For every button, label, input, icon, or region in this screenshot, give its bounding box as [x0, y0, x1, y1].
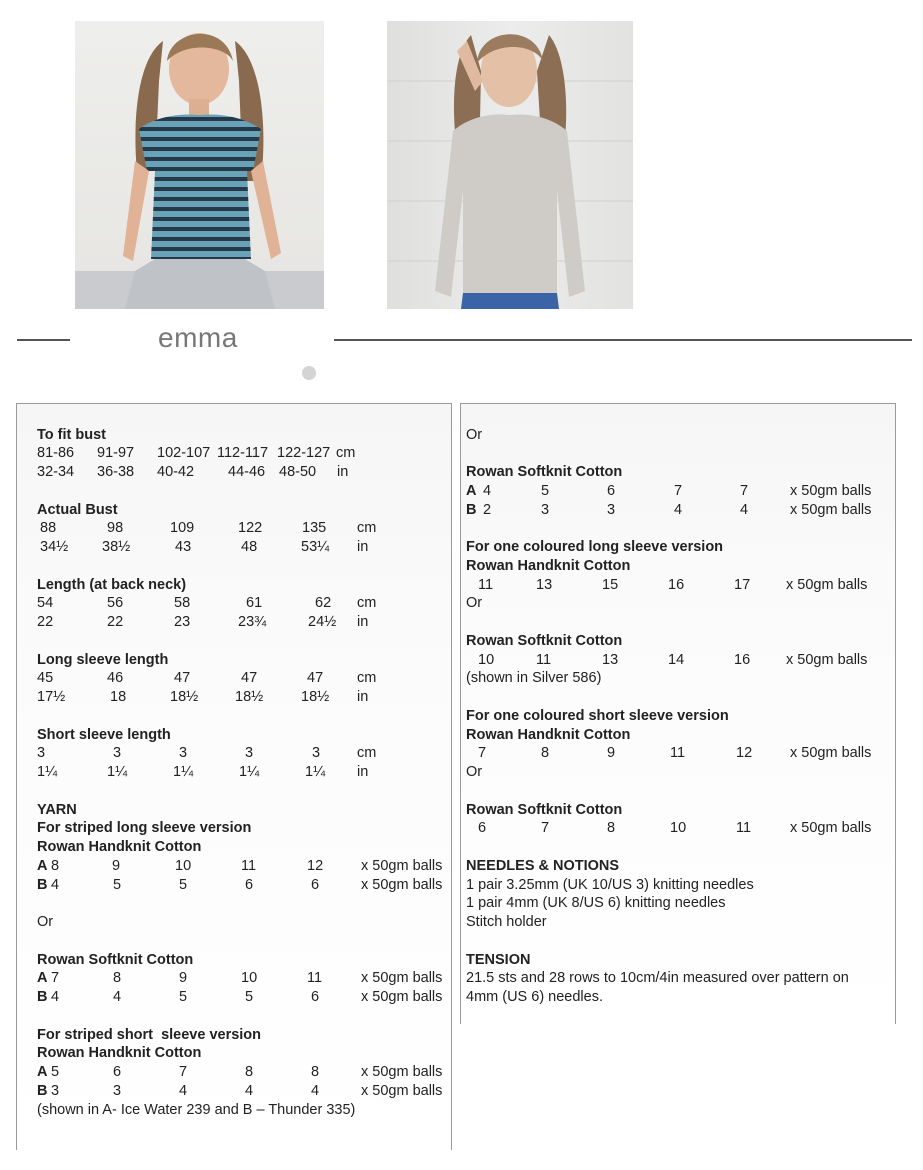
cell: 47 — [174, 670, 191, 686]
cell: 1¼ — [305, 764, 326, 780]
cell: 3 — [541, 502, 550, 518]
cell: 11 — [736, 820, 752, 836]
cell: 15 — [602, 577, 619, 593]
cell: 16 — [668, 577, 685, 593]
cell: 3 — [312, 745, 321, 761]
one-long-handknit-name: Rowan Handknit Cotton — [466, 558, 631, 574]
one-short-heading: For one coloured short sleeve version — [466, 708, 729, 724]
cell: 4 — [51, 989, 60, 1005]
cell: 17½ — [37, 689, 66, 705]
cell: 4 — [113, 989, 122, 1005]
cell: 18½ — [170, 689, 199, 705]
one-short-softknit-name: Rowan Softknit Cotton — [466, 802, 623, 818]
striped-long-heading: For striped long sleeve version — [37, 820, 252, 836]
cell: in — [337, 464, 349, 480]
long-sleeve-heading: Long sleeve length — [37, 652, 169, 668]
cell-unit: x 50gm balls — [361, 1064, 443, 1080]
cell: 1¼ — [239, 764, 260, 780]
cell: 6 — [311, 989, 320, 1005]
title-rule-left — [17, 339, 70, 341]
cell: 8 — [311, 1064, 320, 1080]
cell: 4 — [674, 502, 683, 518]
cell: 7 — [179, 1064, 188, 1080]
cell: 44-46 — [228, 464, 266, 480]
colour-letter: A — [37, 1064, 48, 1080]
cell: cm — [357, 670, 377, 686]
cell: 36-38 — [97, 464, 135, 480]
cell: 32-34 — [37, 464, 75, 480]
cell-unit: x 50gm balls — [786, 652, 868, 668]
cell: 7 — [541, 820, 550, 836]
cell: 8 — [541, 745, 550, 761]
cell: 5 — [245, 989, 254, 1005]
colour-letter: B — [466, 502, 477, 518]
cell: 12 — [307, 858, 324, 874]
cell: 7 — [51, 970, 60, 986]
cell: 5 — [179, 877, 188, 893]
colour-letter: A — [37, 858, 48, 874]
cell: 122 — [238, 520, 263, 536]
cell: 47 — [241, 670, 258, 686]
cell: 17 — [734, 577, 751, 593]
colour-letter: B — [37, 877, 48, 893]
one-long-softknit-name: Rowan Softknit Cotton — [466, 633, 623, 649]
photo-striped-sweater — [75, 21, 324, 309]
cell: 10 — [175, 858, 192, 874]
cell: 40-42 — [157, 464, 195, 480]
cell: 61 — [246, 595, 263, 611]
cell: 6 — [607, 483, 616, 499]
needles-line-2: 1 pair 4mm (UK 8/US 6) knitting needles — [466, 895, 726, 911]
cell-unit: x 50gm balls — [790, 502, 872, 518]
cell: 3 — [607, 502, 616, 518]
cell: 3 — [37, 745, 46, 761]
cell: 9 — [179, 970, 188, 986]
striped-short-shown: (shown in A- Ice Water 239 and B – Thunder 335) — [37, 1102, 356, 1118]
cell: 46 — [107, 670, 124, 686]
cell-unit: x 50gm balls — [361, 989, 443, 1005]
cell: 18½ — [301, 689, 330, 705]
cell: cm — [357, 595, 377, 611]
right-or: Or — [466, 427, 483, 443]
cell: in — [357, 689, 369, 705]
cell-unit: x 50gm balls — [790, 820, 872, 836]
cell: 2 — [483, 502, 492, 518]
cell: 48 — [241, 539, 258, 555]
cell: 4 — [740, 502, 749, 518]
tension-line-1: 21.5 sts and 28 rows to 10cm/4in measured over pattern on — [466, 970, 849, 986]
cell: 9 — [607, 745, 616, 761]
pattern-title: emma — [158, 322, 238, 353]
cell: 135 — [302, 520, 327, 536]
cell: 11 — [307, 970, 323, 986]
cell: 56 — [107, 595, 124, 611]
colour-letter: B — [37, 1083, 48, 1099]
cell: 9 — [112, 858, 121, 874]
tension-line-2: 4mm (US 6) needles. — [466, 989, 603, 1005]
cell: 8 — [245, 1064, 254, 1080]
cell: 23 — [174, 614, 191, 630]
cell: cm — [336, 445, 356, 461]
cell-unit: x 50gm balls — [790, 483, 872, 499]
cell: 47 — [307, 670, 324, 686]
cell: 53¼ — [301, 539, 330, 555]
cell-unit: x 50gm balls — [361, 858, 443, 874]
cell: 11 — [670, 745, 686, 761]
one-long-shown: (shown in Silver 586) — [466, 670, 602, 686]
one-short-handknit-name: Rowan Handknit Cotton — [466, 727, 631, 743]
cell: 10 — [670, 820, 687, 836]
cell: 22 — [107, 614, 124, 630]
cell: 122-127 — [277, 445, 331, 461]
striped-long-or: Or — [37, 914, 54, 930]
cell: 10 — [478, 652, 495, 668]
cell: 24½ — [308, 614, 337, 630]
cell: 8 — [607, 820, 616, 836]
cell: 14 — [668, 652, 685, 668]
cell: 12 — [736, 745, 753, 761]
cell: 4 — [311, 1083, 320, 1099]
cell: 3 — [179, 745, 188, 761]
cell: 3 — [113, 1083, 122, 1099]
striped-short-heading: For striped short sleeve version — [37, 1027, 262, 1043]
cell: 8 — [51, 858, 60, 874]
cell: 88 — [40, 520, 57, 536]
title-rule-right — [334, 339, 912, 341]
cell: 3 — [51, 1083, 60, 1099]
cell: 13 — [602, 652, 619, 668]
cell-unit: x 50gm balls — [361, 970, 443, 986]
one-short-or: Or — [466, 764, 483, 780]
needles-heading: NEEDLES & NOTIONS — [466, 858, 620, 874]
length-heading: Length (at back neck) — [37, 577, 187, 593]
photo-grey-sweater — [387, 21, 633, 309]
fit-bust-heading: To fit bust — [37, 427, 106, 443]
cell: 43 — [175, 539, 192, 555]
cell: 4 — [245, 1083, 254, 1099]
cell: 6 — [113, 1064, 122, 1080]
cell: 98 — [107, 520, 124, 536]
cell: 58 — [174, 595, 191, 611]
cell-unit: x 50gm balls — [790, 745, 872, 761]
cell: 11 — [478, 577, 494, 593]
cell-unit: x 50gm balls — [786, 577, 868, 593]
cell: 34½ — [40, 539, 69, 555]
cell: 102-107 — [157, 445, 211, 461]
cell: 11 — [241, 858, 257, 874]
cell: 5 — [51, 1064, 60, 1080]
tension-heading: TENSION — [466, 952, 531, 968]
cell: 11 — [536, 652, 552, 668]
cell: 45 — [37, 670, 54, 686]
striped-short-handknit-name: Rowan Handknit Cotton — [37, 1045, 202, 1061]
colour-letter: B — [37, 989, 48, 1005]
short-sleeve-heading: Short sleeve length — [37, 727, 171, 743]
cell: 1¼ — [37, 764, 58, 780]
cell: 7 — [478, 745, 487, 761]
cell: 13 — [536, 577, 553, 593]
cell-unit: x 50gm balls — [361, 1083, 443, 1099]
cell: 109 — [170, 520, 195, 536]
striped-long-handknit-name: Rowan Handknit Cotton — [37, 839, 202, 855]
cell: 23¾ — [238, 614, 267, 630]
cell: 5 — [113, 877, 122, 893]
softknit-short-name: Rowan Softknit Cotton — [466, 464, 623, 480]
cell: 18½ — [235, 689, 264, 705]
cell: 112-117 — [217, 445, 269, 461]
yarn-heading: YARN — [37, 802, 77, 818]
cell: 5 — [179, 989, 188, 1005]
cell: 1¼ — [173, 764, 194, 780]
cell: 54 — [37, 595, 54, 611]
cell: 4 — [179, 1083, 188, 1099]
cell: 3 — [245, 745, 254, 761]
cell: 91-97 — [97, 445, 135, 461]
one-long-or: Or — [466, 595, 483, 611]
cell: cm — [357, 520, 377, 536]
cell: 16 — [734, 652, 751, 668]
cell: 81-86 — [37, 445, 75, 461]
cell: cm — [357, 745, 377, 761]
cell: 8 — [113, 970, 122, 986]
cell: 6 — [478, 820, 487, 836]
cell: in — [357, 614, 369, 630]
cell: 6 — [311, 877, 320, 893]
actual-bust-heading: Actual Bust — [37, 502, 118, 518]
decorative-dot — [302, 366, 316, 380]
cell: 48-50 — [279, 464, 317, 480]
colour-letter: A — [37, 970, 48, 986]
colour-letter: A — [466, 483, 477, 499]
cell: 7 — [674, 483, 683, 499]
cell-unit: x 50gm balls — [361, 877, 443, 893]
cell: 18 — [110, 689, 127, 705]
cell: 10 — [241, 970, 258, 986]
cell: 1¼ — [107, 764, 128, 780]
cell: 62 — [315, 595, 332, 611]
needles-line-1: 1 pair 3.25mm (UK 10/US 3) knitting needles — [466, 877, 754, 893]
needles-line-3: Stitch holder — [466, 914, 547, 930]
cell: 3 — [113, 745, 122, 761]
cell: 5 — [541, 483, 550, 499]
cell: 7 — [740, 483, 749, 499]
one-long-heading: For one coloured long sleeve version — [466, 539, 724, 555]
striped-long-softknit-name: Rowan Softknit Cotton — [37, 952, 194, 968]
cell: 6 — [245, 877, 254, 893]
cell: in — [357, 539, 369, 555]
cell: in — [357, 764, 369, 780]
cell: 4 — [51, 877, 60, 893]
cell: 22 — [37, 614, 54, 630]
cell: 4 — [483, 483, 492, 499]
cell: 38½ — [102, 539, 131, 555]
